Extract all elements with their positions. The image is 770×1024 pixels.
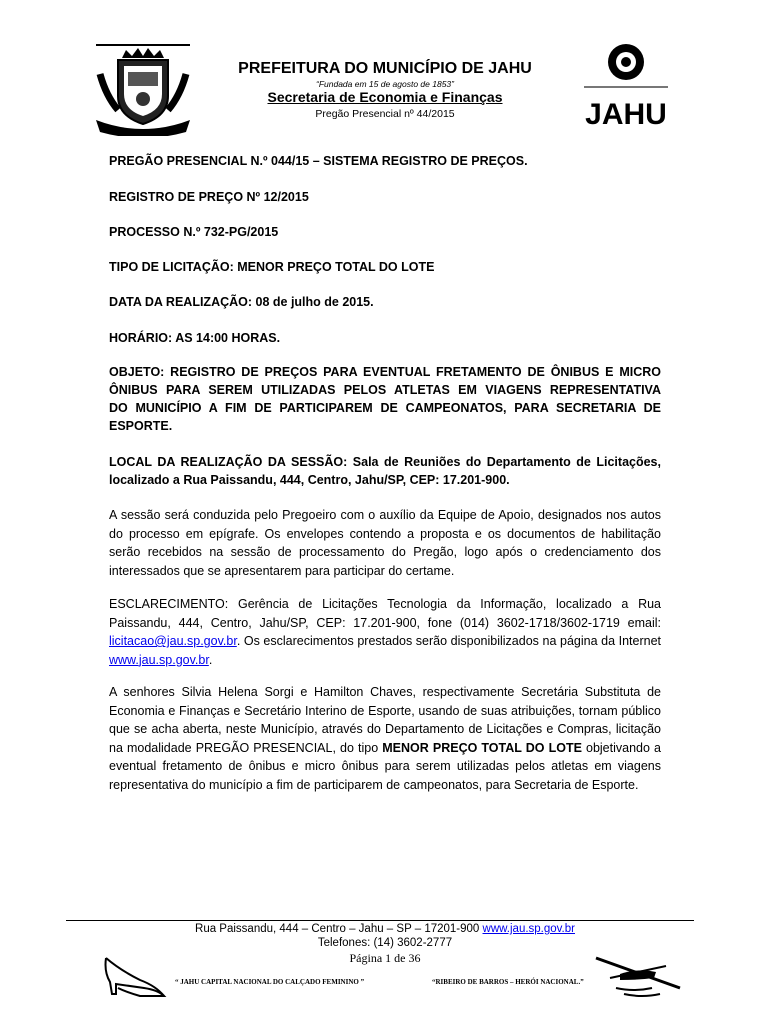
coat-of-arms-icon [92,44,194,136]
seaplane-icon [590,948,686,1000]
objeto-line-2: ÔNIBUS PARA SEREM UTILIZADAS PELOS ATLETAS EM VIAGENS REPRESENTATIVA [109,383,661,397]
jahu-logo-icon [580,40,672,132]
logo-caption: JAHU [585,98,667,131]
objeto-line-4: ESPORTE. [109,419,173,433]
processo-line: PROCESSO N.º 732-PG/2015 [109,225,279,239]
footer-motto-left: “ JAHU CAPITAL NACIONAL DO CALÇADO FEMININO ” [175,978,365,986]
page-number: Página 1 de 36 [349,951,421,965]
paragraph-esclarecimento [109,595,661,669]
paragraph-abertura [109,683,661,794]
tipo-line: TIPO DE LICITAÇÃO: MENOR PREÇO TOTAL DO LOTE [109,260,435,274]
abertura-bold: MENOR PREÇO TOTAL DO LOTE [382,740,582,755]
founded-caption: “Fundada em 15 de agosto de 1853” [316,79,454,89]
objeto-line-3: DO MUNICÍPIO A FIM DE PARTICIPAREM DE CAMPEONATOS, PARA SECRETARIA DE [109,401,661,415]
pregao-line: PREGÃO PRESENCIAL N.º 044/15 – SISTEMA REGISTRO DE PREÇOS. [109,154,528,168]
local-line-2: localizado a Rua Paissandu, 444, Centro, Jahu/SP, CEP: 17.201-900. [109,473,510,487]
local-line-1: LOCAL DA REALIZAÇÃO DA SESSÃO: Sala de Reuniões do Departamento de Licitações, [109,455,661,469]
data-line: DATA DA REALIZAÇÃO: 08 de julho de 2015. [109,295,374,309]
footer-address [100,923,670,935]
esclarecimento-text: ESCLARECIMENTO: Gerência de Licitações Tecnologia da Informação, localizado a Rua Paissandu, 444, Centro, Jahu/SP, CEP: 17.201-900, fone (014) 3602-1718/3602-1719 email: [109,597,661,630]
footer-address-text: Rua Paissandu, 444 – Centro – Jahu – SP – 17201-900 [195,923,483,935]
objeto-line-1: OBJETO: REGISTRO DE PREÇOS PARA EVENTUAL FRETAMENTO DE ÔNIBUS E MICRO [109,365,661,379]
footer-website-link[interactable]: www.jau.sp.gov.br [482,923,575,935]
esclarecimento-text-2: . Os esclarecimentos prestados serão disponibilizados na página da Internet [236,634,661,648]
esclarecimento-end: . [208,652,213,667]
paragraph-sessao: A sessão será conduzida pelo Pregoeiro com o auxílio da Equipe de Apoio, designados nos autos do processo em epígrafe. Os envelopes contendo a proposta e os documentos de habilitação serão recebidos na sessão de processamento do Pregão, logo após o credenciamento dos interessados que se apresentarem para participar do certame. [109,508,661,578]
secretaria-heading: Secretaria de Economia e Finanças [267,89,503,105]
horario-line: HORÁRIO: AS 14:00 HORAS. [109,331,281,345]
high-heel-shoe-icon [100,952,168,998]
email-link[interactable]: licitacao@jau.sp.gov.br [109,634,237,648]
website-link[interactable]: www.jau.sp.gov.br [109,652,209,667]
registro-line: REGISTRO DE PREÇO Nº 12/2015 [109,190,309,204]
abertura-text: A senhores Silvia Helena Sorgi e Hamilton Chaves, respectivamente Secretária Substituta de Economia e Finanças e Secretário Interino de Esporte, usando de suas atribuições, tornam público que se acha aberta, neste Município, através do Departamento de Licitações e Compras, licitação na modalidade PREGÃO PRESENCIAL, do tipo [109,685,661,755]
footer-divider [66,920,694,921]
footer-motto-right: “RIBEIRO DE BARROS – HERÓI NACIONAL.” [432,978,584,986]
pregao-subheading: Pregão Presencial nº 44/2015 [315,108,455,120]
abertura-text-2: objetivando a eventual fretamento de ônibus e micro ônibus para serem utilizadas pelos atletas em viagens representativa do município a fim de participarem de campeonatos, para Secretaria de Esporte. [109,740,661,792]
page-title: PREFEITURA DO MUNICÍPIO DE JAHU [238,60,532,77]
footer-phones: Telefones: (14) 3602-2777 [317,937,453,949]
